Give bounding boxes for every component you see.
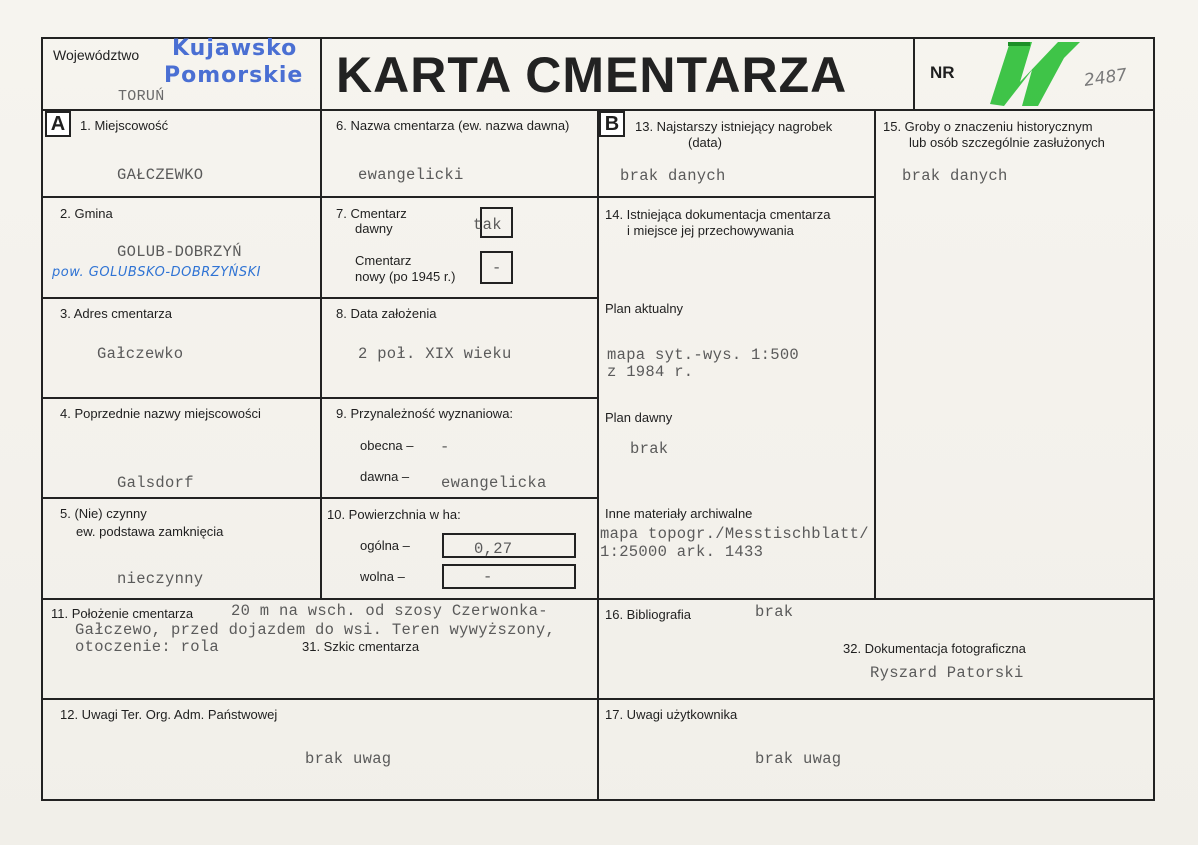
field-9-current-label: obecna – [360, 438, 414, 453]
province-label: Województwo [53, 47, 140, 63]
field-7-old-sublabel: dawny [355, 221, 393, 236]
plan-old-label: Plan dawny [605, 410, 673, 425]
field-7-new-value: - [492, 259, 502, 277]
field-1-label: 1. Miejscowość [80, 118, 169, 133]
plan-current-label: Plan aktualny [605, 301, 684, 316]
plan-old-value: brak [630, 440, 669, 458]
field-14-sublabel: i miejsce jej przechowywania [627, 223, 794, 238]
province-stamp-line1: Kujawsko [172, 36, 298, 61]
field-2-label: 2. Gmina [60, 206, 113, 221]
province-stamp-line2: Pomorskie [164, 63, 304, 88]
field-17-value: brak uwag [755, 750, 842, 768]
nr-handwritten: 2487 [1082, 65, 1129, 91]
field-11-line3: otoczenie: rola [75, 638, 220, 656]
field-9-current-value: - [440, 438, 450, 456]
field-3-value: Gałczewko [97, 345, 184, 363]
field-2-value: GOLUB-DOBRZYŃ [117, 243, 242, 261]
field-31-label: 31. Szkic cmentarza [302, 639, 420, 654]
card-title: KARTA CMENTARZA [336, 47, 848, 103]
field-12-value: brak uwag [305, 750, 392, 768]
field-4-value: Galsdorf [117, 474, 194, 492]
field-11-label: 11. Położenie cmentarza [51, 606, 194, 621]
field-15-sublabel: lub osób szczególnie zasłużonych [909, 135, 1105, 150]
section-b-badge: B [599, 111, 625, 137]
field-15-label: 15. Groby o znaczeniu historycznym [883, 119, 1093, 134]
field-6-label: 6. Nazwa cmentarza (ew. nazwa dawna) [336, 118, 570, 133]
field-13-value: brak danych [620, 167, 726, 185]
field-1-value: GAŁCZEWKO [117, 166, 204, 184]
field-10-free-box [442, 564, 576, 589]
field-2-handwritten-county: pow. GOLUBSKO-DOBRZYŃSKI [52, 265, 261, 280]
field-14-label: 14. Istniejąca dokumentacja cmentarza [605, 207, 831, 222]
field-15-value: brak danych [902, 167, 1008, 185]
other-materials-label: Inne materiały archiwalne [605, 506, 753, 521]
divider [41, 397, 598, 399]
province-stamp-city: TORUŃ [118, 88, 165, 105]
field-4-label: 4. Poprzednie nazwy miejscowości [60, 406, 261, 421]
field-10-total-label: ogólna – [360, 538, 410, 553]
field-11-line1: 20 m na wsch. od szosy Czerwonka- [231, 602, 548, 620]
field-10-free-label: wolna – [360, 569, 405, 584]
divider [41, 497, 598, 499]
field-7-old-value: tak [473, 216, 502, 234]
divider [913, 37, 915, 110]
divider [41, 297, 598, 299]
other-materials-line1: mapa topogr./Messtischblatt/ [600, 525, 869, 543]
plan-current-line1: mapa syt.-wys. 1:500 [607, 346, 800, 364]
divider [41, 598, 1155, 600]
field-32-value: Ryszard Patorski [870, 664, 1024, 682]
nr-label: NR [930, 63, 955, 82]
field-7-new-label: Cmentarz [355, 253, 412, 268]
divider [41, 698, 1155, 700]
field-7-new-sublabel: nowy (po 1945 r.) [355, 269, 456, 284]
divider [874, 109, 876, 599]
field-8-label: 8. Data założenia [336, 306, 437, 321]
field-13-label: 13. Najstarszy istniejący nagrobek [635, 119, 833, 134]
section-a-badge: A [45, 111, 71, 137]
plan-current-line2: z 1984 r. [607, 363, 694, 381]
field-17-label: 17. Uwagi użytkownika [605, 707, 738, 722]
other-materials-line2: 1:25000 ark. 1433 [600, 543, 764, 561]
divider [320, 37, 322, 599]
field-10-total-value: 0,27 [474, 540, 513, 558]
field-13-sublabel: (data) [688, 135, 722, 150]
divider [597, 196, 875, 198]
field-6-value: ewangelicki [358, 166, 464, 184]
field-32-label: 32. Dokumentacja fotograficzna [843, 641, 1026, 656]
field-10-label: 10. Powierzchnia w ha: [327, 507, 461, 522]
field-5-sublabel: ew. podstawa zamknięcia [76, 524, 224, 539]
green-marker-n-mark [980, 36, 1096, 110]
field-11-line2: Gałczewo, przed dojazdem do wsi. Teren wywyższony, [75, 621, 556, 639]
field-9-former-value: ewangelicka [441, 474, 547, 492]
field-16-value: brak [755, 603, 794, 621]
field-10-free-value: - [483, 568, 493, 586]
field-12-label: 12. Uwagi Ter. Org. Adm. Państwowej [60, 707, 278, 722]
field-9-label: 9. Przynależność wyznaniowa: [336, 406, 514, 421]
field-7-old-label: 7. Cmentarz [336, 206, 407, 221]
field-5-value: nieczynny [117, 570, 204, 588]
field-3-label: 3. Adres cmentarza [60, 306, 172, 321]
field-8-value: 2 poł. XIX wieku [358, 345, 512, 363]
divider [41, 196, 598, 198]
field-9-former-label: dawna – [360, 469, 410, 484]
field-16-label: 16. Bibliografia [605, 607, 691, 622]
field-5-label: 5. (Nie) czynny [60, 506, 147, 521]
